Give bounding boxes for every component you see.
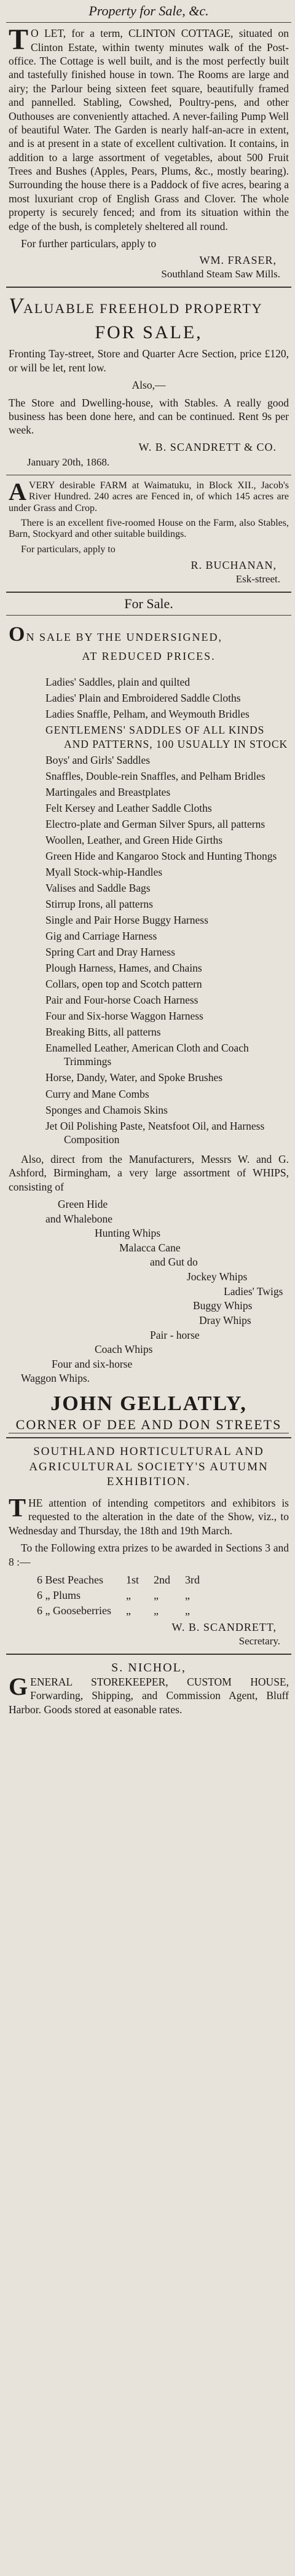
ad-exhibition [9,1445,289,1647]
dropcap: T [9,1494,26,1523]
ad-title: SOUTHLAND HORTICULTURAL AND AGRICULTURAL SOCIETY'S AUTUMN EXHIBITION. [29,1445,269,1489]
prize-table [33,1572,211,1619]
list-item: Four and Six-horse Waggon Harness [45,1010,203,1023]
prize-cell: 6 „ Plums [37,1589,81,1602]
ad-farm [9,477,289,585]
ad-further: For particulars, apply to [21,544,116,555]
list-item: Valises and Saddle Bags [45,881,151,894]
list-item: Ladies' Plain and Embroidered Saddle Cloths [45,692,241,705]
divider [6,592,291,593]
prize-row [33,1588,211,1603]
list-item: Snaffles, Double-rein Snaffles, and Pelham Bridles [45,769,266,782]
whip-item: Hunting Whips [95,1227,161,1240]
whip-item: Green Hide [58,1197,108,1210]
prize-cell: 2nd [153,1574,170,1587]
ad-nichol [9,1661,289,1716]
ad-signature: R. BUCHANAN, [191,559,277,572]
whip-item: Dray Whips [199,1314,251,1326]
whip-item: Coach Whips [95,1343,153,1356]
list-item: Horse, Dandy, Water, and Spoke Brushes [45,1071,223,1084]
ad-role: Secretary. [238,1635,280,1647]
prize-row [33,1572,211,1588]
ad-place: Esk-street. [235,573,280,585]
prize-cell: „ [125,1604,131,1617]
ad-also: Also,— [132,379,166,392]
dropcap: A [9,477,26,505]
ad-clinton-cottage [9,4,289,280]
prize-cell: 3rd [184,1574,200,1587]
ad-body: THE attention of intending competitors and exhibitors is requested to the alteration in the date of the Show, viz., to Wednesday and Thursday, the 18th and 19th March. [9,1494,289,1537]
whip-item: Pair - horse [150,1328,200,1341]
ad-name: S. NICHOL, [111,1661,186,1675]
list-item: Gig and Carriage Harness [45,930,157,943]
ad-intro: ON SALE BY THE UNDERSIGNED, [9,623,222,646]
whip-item: Buggy Whips [193,1299,253,1312]
list-item: Sponges and Chamois Skins [45,1103,168,1116]
list-item: Spring Cart and Dray Harness [45,946,175,959]
list-item: Single and Pair Horse Buggy Harness [45,914,208,927]
list-item: Myall Stock-whip-Handles [45,865,163,878]
item-list [9,675,289,1146]
list-item: Felt Kersey and Leather Saddle Cloths [45,801,212,814]
prize-cell: 6 „ Gooseberries [37,1604,111,1617]
newspaper-page [0,4,295,2576]
whip-item: Four and six-horse [52,1357,133,1370]
ad-saddlery [9,596,289,1433]
list-item: Plough Harness, Hames, and Chains [45,962,202,975]
divider [6,1437,291,1438]
whip-item: Waggon Whips. [21,1372,90,1385]
divider [6,1654,291,1655]
ad-date: January 20th, 1868. [27,456,110,468]
ad-intro-2: AT REDUCED PRICES. [82,650,216,663]
section-heading: Property for Sale, &c. [88,3,209,18]
ad-signature: W. B. SCANDRETT, [171,1621,277,1634]
prize-cell: „ [153,1604,159,1617]
prize-cell: „ [125,1589,131,1602]
ad-manufacturers: Also, direct from the Manufacturers, Messrs W. and G. Ashford, Birmingham, a very large assortment of WHIPS, consisting of [9,1152,289,1193]
ad-freehold-property [9,293,289,468]
merchant-address: CORNER OF DEE AND DON STREETS [9,1417,289,1433]
list-item: Jet Oil Polishing Paste, Neatsfoot Oil, and Harness Composition [45,1119,265,1146]
ad-body: AVERY desirable FARM at Waimatuku, in Block XII., Jacob's River Hundred. 240 acres are Fenced in, of which 145 acres are under Grass and Crop. [9,477,289,513]
ad-subtitle: FOR SALE, [95,322,203,343]
list-item: Ladies' Saddles, plain and quilted [45,676,190,689]
list-item: Woollen, Leather, and Green Hide Girths [45,833,222,846]
whip-item: and Whalebone [45,1212,113,1225]
dropcap: T [9,23,29,57]
list-item: Martingales and Breastplates [45,785,171,798]
ad-body: T O LET, for a term, CLINTON COTTAGE, situated on Clinton Estate, within twenty minutes walk of the Post-office. The Cottage is well built, and is the most perfectly built and tastefully finished house in town. The Rooms are large and airy; the Parlour being sixteen feet square, beautifully framed and pannelled. Stabling, Cowshed, Poultry-pens, and other Outhouses are conveniently attached. A never-failing Pump Well of beautiful Water. The Garden is nearly half-an-acre in extent, and is at present in a state of excellent cultivation. It contains, in addition to a large assortment of vegetables, about 500 Fruit Trees and Bushes (Apples, Pears, Plums, &c., mostly bearing). Surrounding the house there is a Paddock of five acres, bearing a most luxuriant crop of English Grass and Clover. The whole property is securely fenced; and from its situation within the edge of the bush, is completely sheltered all round. [9,23,289,232]
list-item: Breaking Bitts, all patterns [45,1026,161,1039]
ad-signature: W. B. SCANDRETT & CO. [138,440,277,453]
list-item: Electro-plate and German Silver Spurs, all patterns [45,817,266,830]
ad-title: VALUABLE FREEHOLD PROPERTY [9,293,263,319]
divider [6,287,291,288]
whip-item: Jockey Whips [187,1270,248,1283]
list-item: Boys' and Girls' Saddles [45,753,151,766]
ad-signature: WM. FRASER, [199,254,277,267]
ad-body: GENERAL STOREKEEPER, CUSTOM HOUSE, Forwarding, Shipping, and Commission Agent, Bluff Harbor. Goods stored at easonable rates. [9,1673,289,1716]
ad-body-2: The Store and Dwelling-house, with Stables. A really good business has been done here, and can be continued. Rent 9s per week. [9,396,289,437]
whip-item: Malacca Cane [119,1241,181,1254]
merchant-name: JOHN GELLATLY, [50,1392,247,1416]
divider [6,22,291,23]
prize-cell: „ [184,1589,190,1602]
ad-further: For further particulars, apply to [21,237,157,250]
ad-body: Fronting Tay-street, Store and Quarter Acre Section, price £120, or will be let, rent low. [9,347,289,374]
divider [6,615,291,616]
ad-body-2: To the Following extra prizes to be awarded in Sections 3 and 8 :— [9,1542,289,1568]
prize-cell: „ [153,1589,159,1602]
list-item: Enamelled Leather, American Cloth and Coach Trimmings [45,1042,249,1068]
whip-item: Ladies' Twigs [224,1285,283,1298]
prize-cell: 6 Best Peaches [37,1574,103,1587]
ad-body-2: There is an excellent five-roomed House on the Farm, also Stables, Barn, Stockyard and other suitable buildings. [9,517,289,540]
prize-cell: 1st [125,1574,139,1587]
list-item: Pair and Four-horse Coach Harness [45,994,199,1007]
list-item: GENTLEMENS' SADDLES OF ALL KINDS AND PATTERNS, 100 USUALLY IN STOCK [45,724,288,750]
list-item: Stirrup Irons, all patterns [45,897,153,910]
dropcap: G [9,1673,28,1701]
prize-row [33,1603,211,1619]
section-heading: For Sale. [124,596,173,612]
whip-item: and Gut do [150,1256,198,1269]
list-item: Ladies Snaffle, Pelham, and Weymouth Bridles [45,708,250,721]
list-item: Curry and Mane Combs [45,1087,149,1100]
ad-place: Southland Steam Saw Mills. [161,268,280,280]
whip-list [9,1197,289,1386]
list-item: Green Hide and Kangaroo Stock and Hunting Thongs [45,849,277,862]
list-item: Collars, open top and Scotch pattern [45,978,202,991]
prize-cell: „ [184,1604,190,1617]
